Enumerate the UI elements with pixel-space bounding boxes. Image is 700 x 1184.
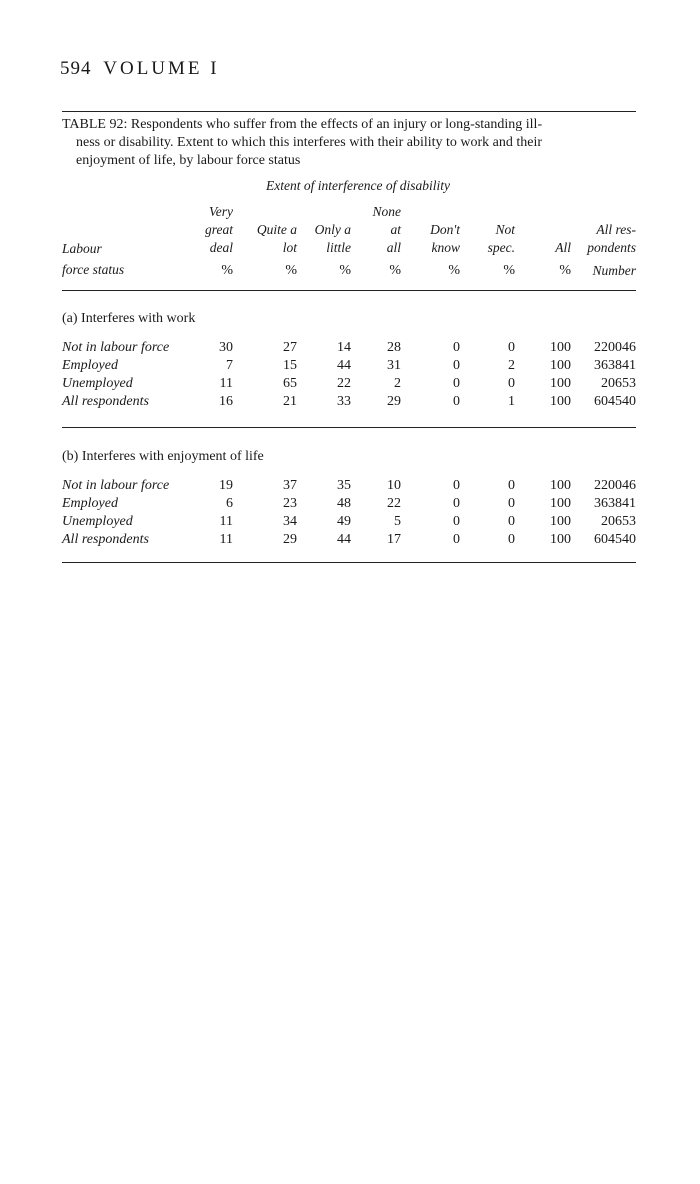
column-header-2-line-2: Quite a (256, 222, 297, 237)
column-unit-8: Number (592, 263, 636, 278)
row-label: Employed (62, 496, 118, 511)
table-cell: 1 (508, 394, 515, 409)
table-caption (62, 116, 636, 170)
table-cell: 0 (453, 358, 460, 373)
section-title-work: (a) Interferes with work (62, 311, 196, 326)
table-cell: 100 (550, 496, 571, 511)
table-cell: 49 (337, 514, 351, 529)
table-cell: 220046 (594, 478, 636, 493)
table-cell: 100 (550, 358, 571, 373)
row-header-line-2: force status (62, 262, 125, 277)
section-rule (62, 427, 636, 428)
table-cell: 100 (550, 532, 571, 547)
caption-line-1: TABLE 92: Respondents who suffer from the effects of an injury or long-standing ill- (62, 117, 543, 132)
column-header-1-line-3: deal (209, 240, 233, 255)
column-spanner: Extent of interference of disability (266, 178, 450, 193)
table-cell: 20653 (601, 514, 636, 529)
table-cell: 0 (453, 394, 460, 409)
caption-line-3: enjoyment of life, by labour force status (76, 153, 301, 168)
column-unit-1: % (221, 263, 233, 278)
column-header-1-line-2: great (205, 222, 233, 237)
row-label: Not in labour force (62, 478, 170, 493)
table-cell: 11 (219, 376, 233, 391)
table-cell: 17 (387, 532, 401, 547)
table-cell: 0 (508, 496, 515, 511)
table-cell: 16 (219, 394, 233, 409)
column-unit-6: % (503, 263, 515, 278)
table-cell: 0 (508, 340, 515, 355)
column-header-7-line-3: All (555, 240, 571, 255)
table-cell: 29 (387, 394, 401, 409)
caption-line-2: ness or disability. Extent to which this interferes with their ability to work and their (76, 135, 543, 150)
column-header-8-line-2: All res- (596, 222, 636, 237)
table-bottom-rule (62, 562, 636, 563)
table-cell: 0 (453, 514, 460, 529)
row-label: All respondents (62, 394, 149, 409)
table-cell: 6 (226, 496, 233, 511)
column-unit-4: % (389, 263, 401, 278)
column-header-6-line-3: spec. (487, 240, 515, 255)
table-cell: 604540 (594, 394, 636, 409)
column-header-3-line-2: Only a (314, 222, 351, 237)
table-cell: 363841 (594, 358, 636, 373)
row-label: All respondents (62, 532, 149, 547)
table-cell: 33 (337, 394, 351, 409)
table-cell: 22 (387, 496, 401, 511)
page-number: 594 (60, 58, 92, 79)
column-header-3-line-3: little (326, 240, 351, 255)
table-cell: 15 (283, 358, 297, 373)
table-cell: 11 (219, 532, 233, 547)
table-cell: 14 (337, 340, 351, 355)
table-cell: 44 (337, 532, 351, 547)
table-cell: 28 (387, 340, 401, 355)
table-cell: 0 (453, 478, 460, 493)
column-unit-3: % (339, 263, 351, 278)
row-label: Unemployed (62, 514, 133, 529)
table-cell: 7 (226, 358, 233, 373)
column-header-4-line-2: at (390, 222, 401, 237)
column-header-5-line-2: Don't (430, 222, 460, 237)
column-unit-5: % (448, 263, 460, 278)
table-top-rule (62, 111, 636, 112)
column-header-4-line-1: None (372, 204, 401, 219)
table-cell: 0 (453, 496, 460, 511)
table-cell: 2 (394, 376, 401, 391)
column-header-8-line-3: pondents (587, 240, 636, 255)
table-cell: 0 (508, 514, 515, 529)
table-cell: 29 (283, 532, 297, 547)
column-header-1-line-1: Very (209, 204, 233, 219)
table-cell: 604540 (594, 532, 636, 547)
header-rule (62, 290, 636, 291)
table-cell: 363841 (594, 496, 636, 511)
table-cell: 11 (219, 514, 233, 529)
table-cell: 19 (219, 478, 233, 493)
table-cell: 65 (283, 376, 297, 391)
table-cell: 34 (283, 514, 297, 529)
table-cell: 5 (394, 514, 401, 529)
table-cell: 100 (550, 394, 571, 409)
table-cell: 27 (283, 340, 297, 355)
table-cell: 100 (550, 514, 571, 529)
table-cell: 0 (508, 532, 515, 547)
table-cell: 31 (387, 358, 401, 373)
column-header-2-line-3: lot (282, 240, 297, 255)
table-cell: 0 (453, 340, 460, 355)
table-cell: 10 (387, 478, 401, 493)
table-cell: 100 (550, 478, 571, 493)
table-cell: 44 (337, 358, 351, 373)
column-unit-7: % (559, 263, 571, 278)
table-cell: 37 (283, 478, 297, 493)
row-label: Unemployed (62, 376, 133, 391)
row-label: Not in labour force (62, 340, 170, 355)
table-cell: 220046 (594, 340, 636, 355)
row-label: Employed (62, 358, 118, 373)
table-cell: 100 (550, 376, 571, 391)
column-header-5-line-3: know (431, 240, 460, 255)
section-title-enjoyment: (b) Interferes with enjoyment of life (62, 449, 264, 464)
table-cell: 30 (219, 340, 233, 355)
table-cell: 0 (453, 376, 460, 391)
column-unit-2: % (285, 263, 297, 278)
table-cell: 35 (337, 478, 351, 493)
table-cell: 0 (508, 478, 515, 493)
table-cell: 0 (453, 532, 460, 547)
table-cell: 48 (337, 496, 351, 511)
table-cell: 20653 (601, 376, 636, 391)
table-cell: 0 (508, 376, 515, 391)
table-cell: 22 (337, 376, 351, 391)
table-cell: 2 (508, 358, 515, 373)
volume-label: VOLUME I (103, 58, 220, 79)
column-header-6-line-2: Not (495, 222, 515, 237)
table-cell: 23 (283, 496, 297, 511)
table-cell: 21 (283, 394, 297, 409)
running-head (60, 58, 220, 80)
column-header-4-line-3: all (386, 240, 401, 255)
row-header-line-1: Labour (62, 241, 102, 256)
table-cell: 100 (550, 340, 571, 355)
